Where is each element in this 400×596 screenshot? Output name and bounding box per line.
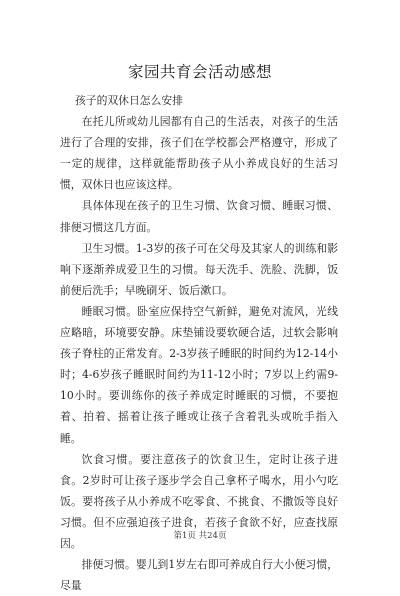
paragraph-routine: 在托儿所或幼儿园都有自己的生活表，对孩子的生活进行了合理的安排，孩子们在学校都会严格遵守，形成了一定的规律，这样就能帮助孩子从小养成良好的生活习惯，双休日也应该这样。 <box>60 115 338 192</box>
section-subheading: 孩子的双休日怎么安排 <box>75 94 183 107</box>
paragraph-toilet: 排便习惯。婴儿到1岁左右即可养成自行大小便习惯，尽量 <box>60 558 338 593</box>
paragraph-sleep: 睡眠习惯。卧室应保持空气新鲜，避免对流风，光线应略暗，环境要安静。床垫铺设要软硬合适，过软会影响孩子脊柱的正常发育。2-3岁孩子睡眠的时间约为12-14小时；4-6岁孩子睡眠时间约为11-12小时；7岁以上约需9-10小时。要训练你的孩子养成定时睡眠的习惯，不要抱着、拍着、摇着让孩子睡或让孩子含着乳头或吮手指入睡。 <box>60 304 338 445</box>
page-number-footer: 第1页 共24页 <box>173 531 227 541</box>
paragraph-hygiene: 卫生习惯。1-3岁的孩子可在父母及其家人的训练和影响下逐渐养成爱卫生的习惯。每天洗手、洗脸、洗脚，饭前便后洗手；早晚刷牙、饭后漱口。 <box>60 241 338 297</box>
document-title: 家园共育会活动感想 <box>127 63 272 81</box>
document-body <box>60 90 338 596</box>
paragraph-habits-overview: 具体体现在孩子的卫生习惯、饮食习惯、睡眠习惯、排便习惯这几方面。 <box>60 199 338 234</box>
paragraph-diet: 饮食习惯。要注意孩子的饮食卫生，定时让孩子进食。2岁时可让孩子逐步学会自己拿杯子喝水，用小勺吃饭。要将孩子从小养成不吃零食、不挑食、不撒饭等良好习惯。但不应强迫孩子进食，若孩子食欲不好，应查找原因。 <box>60 452 338 550</box>
